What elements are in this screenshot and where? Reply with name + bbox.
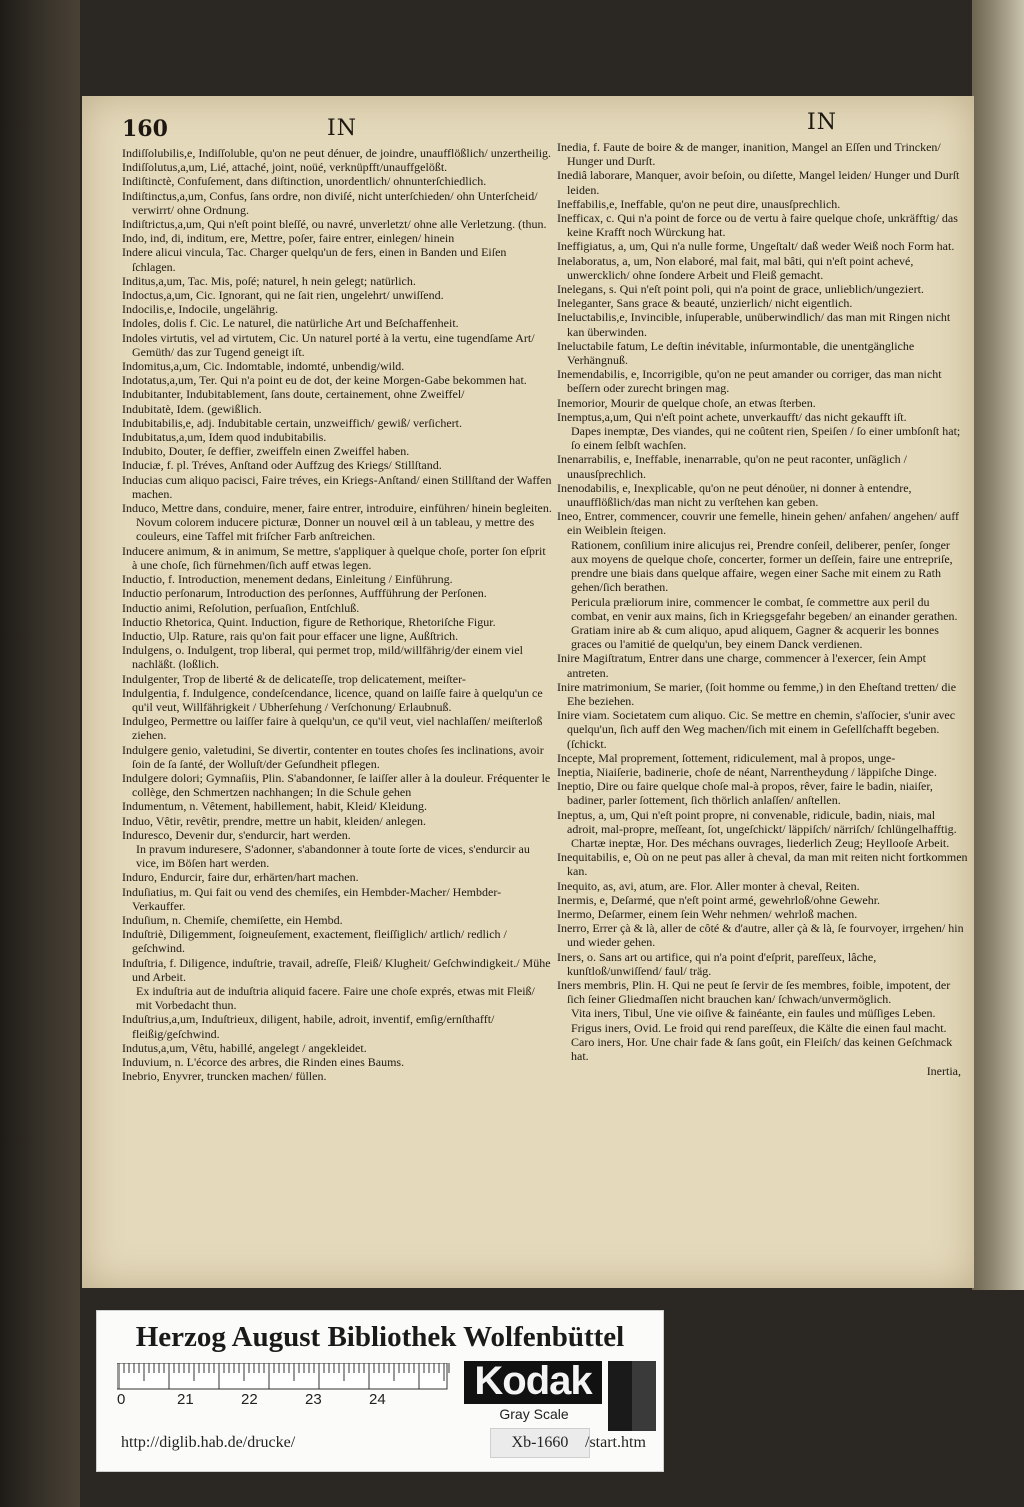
dictionary-entry: Indubitatè, Idem. (gewißlich. — [122, 401, 262, 416]
dictionary-entry: Iners, o. Sans art ou artifice, qui n'a point d'eſprit, pareſſeux, lâche, kunſtloß/unwiſſend/ faul/ träg. — [557, 949, 877, 978]
dictionary-entry: Induresco, Devenir dur, s'endurcir, hart werden. — [122, 827, 351, 842]
dictionary-entry: Inductio Rhetorica, Quint. Induction, figure de Rethorique, Rhetoriſche Figur. — [122, 614, 496, 629]
dictionary-entry: Inducias cum aliquo pacisci, Faire tréves, ein Kriegs-Anſtand/ einen Stillſtand der Waffen machen. — [122, 472, 552, 501]
dictionary-entry: Inediâ laborare, Manquer, avoir beſoin, ou diſette, Mangel leiden/ Hunger und Durſt leiden. — [557, 168, 960, 197]
dictionary-entry: Dapes inemptæ, Des viandes, qui ne coûtent rien, Speiſen / ſo einer umbſonſt hat; ſo einem ſelbſt wachſen. — [571, 424, 961, 453]
dictionary-entry: Indomitus,a,um, Cic. Indomtable, indomté, unbendig/wild. — [122, 359, 405, 374]
dictionary-entry: Inductio, f. Introduction, menement dedans, Einleitung / Einführung. — [122, 572, 453, 587]
dictionary-entry: Ex induſtria aut de induſtria aliquid facere. Faire une choſe exprés, etwas mit Fleiß/ mit Vorbedacht thun. — [136, 983, 535, 1013]
shelfmark: Xb-1660 — [511, 1434, 569, 1451]
dictionary-entry: Inefficax, c. Qui n'a point de force ou de vertu à faire quelque choſe, unkräfftig/ das keine Krafft noch Würckung hat. — [557, 211, 958, 240]
dictionary-entry: In pravum induresere, S'adonner, s'abandonner à toute ſorte de vices, s'endurcir au vice, im Böſen hart werden. — [136, 841, 530, 871]
dictionary-entry: Iners membris, Plin. H. Qui ne peut ſe ſervir de ſes membres, foible, impotent, der ſich ſeiner Gliedmaſſen nicht brauchen kan/ ſchwach/unvermöglich. — [557, 977, 951, 1007]
dictionary-entry: Inductio perſonarum, Introduction des perſonnes, Auffführung der Perſonen. — [122, 586, 487, 601]
left-entries — [122, 146, 552, 1083]
swatch-black — [608, 1361, 632, 1431]
dictionary-entry: Indulgentia, f. Indulgence, condeſcendance, licence, quand on laiſſe faire à quelqu'un ce qu'il veut, Willfährigkeit / Ubherſehung / Verſchonung/ Erlaubnuß. — [122, 685, 543, 714]
dictionary-entry: Inducere animum, & in animum, Se mettre, s'appliquer à quelque choſe, porter ſon eſprit à une choſe, ſich fürnehmen/ſich auff etwas legen. — [122, 543, 546, 572]
dictionary-entry: Ineluctabilis,e, Invincible, inſuperable, unüberwindlich/ das man mit Ringen nicht kan überwinden. — [557, 310, 951, 339]
dictionary-entry: Indulgere genio, valetudini, Se divertir, contenter en toutes choſes ſes inclinations, avoir ſoin de ſa ſanté, der Wolluſt/der Geſundheit pflegen. — [122, 742, 544, 771]
dictionary-entry: Induſtria, f. Diligence, induſtrie, travail, adreſſe, Fleiß/ Klugheit/ Geſchwindigkeit./ Mühe und Arbeit. — [122, 955, 551, 984]
dictionary-entry: Indubito, Douter, ſe deffier, zweiffeln einen Zweiffel haben. — [122, 444, 410, 459]
dictionary-entry: Induſium, n. Chemiſe, chemiſette, ein Hembd. — [122, 912, 343, 927]
dictionary-entry: Indo, ind, di, inditum, ere, Mettre, poſer, faire entrer, einlegen/ hinein — [122, 231, 455, 246]
page-number: 160 — [122, 116, 168, 142]
dictionary-entry: Indubitanter, Indubitablement, ſans doute, certainement, ohne Zweiffel/ — [122, 387, 465, 402]
dictionary-entry: Ineleganter, Sans grace & beauté, unzierlich/ nicht eigentlich. — [557, 296, 853, 311]
dictionary-entry: Pericula præliorum inire, commencer le combat, ſe commettre aux peril du combat, en venir aux mains, ſich in Kriegsgefahr begeben/ an einander gerathen. — [571, 594, 958, 623]
dictionary-entry: Inermo, Deſarmer, einem ſein Wehr nehmen/ wehrloß machen. — [557, 906, 858, 921]
section-heading-left: IN — [327, 116, 357, 141]
dictionary-entry: Incepte, Mal proprement, ſottement, ridiculement, mal à propos, unge- — [557, 750, 896, 765]
dictionary-entry: Caro iners, Hor. Une chair fade & ſans goût, ein Fleiſch/ das keinen Geſchmack hat. — [571, 1034, 953, 1063]
dictionary-entry: Inerro, Errer çà & là, aller de côté & d'autre, aller çà & là, ſe fourvoyer, irrgehen/ hin und wieder gehen. — [557, 921, 964, 950]
dictionary-entry: Inenodabilis, e, Inexplicable, qu'on ne peut dénoüer, ni donner à entendre, unaufflößlich/das man nicht zu verſtehen kan geben. — [557, 480, 912, 510]
library-url: http://diglib.hab.de/drucke/ — [121, 1434, 296, 1451]
dictionary-entry: Induſtriè, Diligemment, ſoigneuſement, exactement, fleiſſiglich/ artlich/ redlich / geſchwind. — [122, 927, 507, 956]
ruler-number-21: 21 — [177, 1391, 194, 1408]
dictionary-entry: Indutus,a,um, Vêtu, habillé, angelegt / angekleidet. — [122, 1040, 367, 1055]
dictionary-entry: Inelegans, s. Qui n'eſt point poli, qui n'a point de grace, unlieblich/ungeziert. — [557, 282, 924, 297]
start-path: /start.htm — [585, 1434, 646, 1451]
dictionary-entry: Inelaboratus, a, um, Non elaboré, mal fait, mal bâti, qui n'eſt point achevé, unwercklich/ ohne ſondere Arbeit und Fleiß gemacht. — [557, 253, 914, 282]
dictionary-entry: Inequitabilis, e, Où on ne peut pas aller à cheval, da man mit reiten nicht fortkommen kan. — [557, 850, 968, 879]
kodak-logo — [464, 1361, 602, 1404]
dictionary-entry: Indoles, dolis f. Cic. Le naturel, die natürliche Art und Beſchaffenheit. — [122, 316, 459, 331]
dictionary-entry: Indulgens, o. Indulgent, trop liberal, qui permet trop, mild/willfährig/der einem viel nachläßt. (loßlich. — [122, 643, 523, 672]
dictionary-entry: Indiſtrictus,a,um, Qui n'eſt point bleſſé, ou navré, unverletzt/ ohne alle Verletzung. (thun. — [122, 217, 547, 232]
dictionary-entry: Inemorior, Mourir de quelque choſe, an etwas ſterben. — [557, 395, 816, 410]
dictionary-entry: Inenarrabilis, e, Ineffable, inenarrable, qu'on ne peut raconter, unſäglich / unausſprechlich. — [557, 452, 907, 481]
dictionary-entry: Induro, Endurcir, faire dur, erhärten/hart machen. — [122, 870, 359, 885]
ruler-number-24: 24 — [369, 1391, 386, 1408]
library-color-card — [96, 1310, 664, 1472]
dictionary-entry: Inemendabilis, e, Incorrigible, qu'on ne peut amander ou corriger, das man nicht beſſern oder zurecht bringen mag. — [557, 367, 942, 396]
dictionary-entry: Inductio animi, Reſolution, perſuaſion, Entſchluß. — [122, 600, 360, 615]
shelfmark-box — [490, 1428, 590, 1458]
running-head-left — [122, 116, 552, 146]
dictionary-entry: Indoctus,a,um, Cic. Ignorant, qui ne ſait rien, ungelehrt/ unwiſſend. — [122, 288, 444, 303]
right-entries — [557, 140, 969, 1063]
dictionary-entry: Indocilis,e, Indocile, ungelährig. — [122, 302, 278, 317]
dictionary-entry: Induo, Vêtir, revêtir, prendre, mettre un habit, kleiden/ anlegen. — [122, 813, 427, 828]
dictionary-entry: Indulgeo, Permettre ou laiſſer faire à quelqu'un, ce qu'il veut, viel nachlaſſen/ meiſterloß ziehen. — [122, 714, 543, 743]
dictionary-entry: Chartæ ineptæ, Hor. Des méchans ouvrages, liederlich Zeug; Heyllooſe Arbeit. — [571, 835, 950, 850]
dictionary-entry: Inire matrimonium, Se marier, (ſoit homme ou femme,) in den Eheſtand tretten/ die Ehe beziehen. — [557, 679, 957, 708]
dictionary-entry: Inductio, Ulp. Rature, rais qu'on fait pour effacer une ligne, Außſtrich. — [122, 628, 459, 643]
section-heading-right: IN — [807, 110, 837, 135]
dictionary-entry: Novum colorem inducere picturæ, Donner un nouvel œil à un tableau, y mettre des couleurs, eine Taffel mit friſcher Farb anſtreichen. — [136, 515, 535, 544]
dictionary-entry: Induciæ, f. pl. Tréves, Anſtand oder Auffzug des Kriegs/ Stillſtand. — [122, 458, 442, 473]
dictionary-entry: Rationem, conſilium inire alicujus rei, Prendre conſeil, deliberer, penſer, ſonger aux moyens de quelque choſe, concerter, former un deſſein, faire une entrepriſe, prendre une biais dans quelque affaire, wegen einer Sache mit einem zu Rath gehen/ſich berathen. — [571, 537, 953, 595]
dictionary-entry: Inequito, as, avi, atum, are. Flor. Aller monter à cheval, Reiten. — [557, 878, 860, 893]
running-head-right — [557, 110, 969, 140]
dictionary-entry: Inditus,a,um, Tac. Mis, poſé; naturel, h nein gelegt; natürlich. — [122, 273, 416, 288]
dictionary-entry: Indiſtinctus,a,um, Confus, ſans ordre, non diviſé, nicht unterſchieden/ ohn Unterſcheid/ verwirrt/ ohne Ordnung. — [122, 188, 538, 217]
dictionary-page — [82, 96, 974, 1288]
dictionary-entry: Ineptia, Niaiſerie, badinerie, choſe de néant, Narrentheydung / läppiſche Dinge. — [557, 764, 937, 779]
dictionary-entry: Indiſſolubilis,e, Indiſſoluble, qu'on ne peut dénuer, de joindre, unaufflößlich/ unzertheilig. — [122, 146, 552, 160]
dictionary-entry: Inemptus,a,um, Qui n'eſt point achete, unverkaufft/ das nicht gekaufft iſt. — [557, 409, 907, 424]
dictionary-entry: Inermis, e, Deſarmé, que n'eſt point armé, gewehrloß/ohne Gewehr. — [557, 892, 881, 907]
ruler-number-0: 0 — [117, 1391, 126, 1408]
dictionary-entry: Indotatus,a,um, Ter. Qui n'a point eu de dot, der keine Morgen-Gabe bekommen hat. — [122, 373, 527, 388]
right-column — [557, 110, 969, 1079]
catchword: Inertia, — [926, 1064, 961, 1079]
dictionary-entry: Indubitabilis,e, adj. Indubitable certain, unzweiffich/ gewiß/ verſichert. — [122, 415, 462, 430]
ruler-number-22: 22 — [241, 1391, 258, 1408]
dictionary-entry: Ineluctabile fatum, Le deſtin inévitable, inſurmontable, die unentgängliche Verhängnuß. — [557, 338, 915, 368]
dictionary-entry: Ineffigiatus, a, um, Qui n'a nulle forme, Ungeſtalt/ daß weder Weiß noch Form hat. — [557, 239, 955, 254]
dictionary-entry: Induco, Mettre dans, conduire, mener, faire entrer, introduire, einführen/ hinein begleiten. — [122, 501, 552, 516]
left-column — [122, 116, 552, 1083]
dictionary-entry: Inedia, f. Faute de boire & de manger, inanition, Mangel an Eſſen und Trincken/ Hunger und Durſt. — [557, 140, 941, 169]
dictionary-entry: Vita iners, Tibul, Une vie oiſive & fainéante, ein faules und müſſiges Leben. — [571, 1006, 936, 1021]
ruler-ticks — [117, 1363, 457, 1391]
kodak-logo-text: Kodak — [474, 1359, 592, 1403]
dictionary-entry: Indiſtinctè, Confuſement, dans diſtinction, unordentlich/ ohnunterſchiedlich. — [122, 174, 487, 189]
ruler-number-23: 23 — [305, 1391, 322, 1408]
dictionary-entry: Ineptio, Dire ou faire quelque choſe mal-à propos, rêver, faire le badin, niaiſer, badiner, parler ſottement, ſich thörlich anlaſſen/ anſtellen. — [557, 779, 933, 808]
dictionary-entry: Ineffabilis,e, Ineffable, qu'on ne peut dire, unausſprechlich. — [557, 196, 841, 211]
scan-background-left — [0, 0, 80, 1507]
dictionary-entry: Inire Magiſtratum, Entrer dans une charge, commencer à l'exercer, ſein Ampt antreten. — [557, 651, 926, 680]
library-name: Herzog August Bibliothek Wolfenbüttel — [135, 1321, 625, 1353]
swatch-dark-gray — [632, 1361, 656, 1431]
dictionary-entry: Indulgenter, Trop de liberté & de delicateſſe, trop delicatement, meiſter- — [122, 671, 466, 686]
dictionary-entry: Inire viam. Societatem cum aliquo. Cic. Se mettre en chemin, s'aſſocier, s'unir avec quelqu'un, ſich auff den Weg machen/ſich mit einem in Geſellſchafft begeben. (ſchickt. — [557, 708, 956, 751]
dictionary-entry: Induſtrius,a,um, Induſtrieux, diligent, habile, adroit, inventif, emſig/ernſthafft/ fleißig/geſchwind. — [122, 1012, 495, 1041]
dictionary-entry: Indubitatus,a,um, Idem quod indubitabilis. — [122, 430, 327, 445]
dictionary-entry: Gratiam inire ab & cum aliquo, apud aliquem, Gagner & acquerir les bonnes graces ou l'amitié de quelqu'un, bey einem Danck verdienen. — [571, 622, 939, 652]
dictionary-entry: Inebrio, Enyvrer, truncken machen/ füllen. — [122, 1069, 327, 1084]
dictionary-entry: Indulgere dolori; Gymnaſiis, Plin. S'abandonner, ſe laiſſer aller à la douleur. Fréquenter le collège, den Schmertzen nachhangen; In die Schule gehen — [122, 770, 551, 800]
dictionary-entry: Induſiatius, m. Qui fait ou vend des chemiſes, ein Hembder-Macher/ Hembder-Verkauffer. — [122, 884, 502, 913]
dictionary-entry: Indere alicui vincula, Tac. Charger quelqu'un de fers, einen in Banden und Eiſen ſchlagen. — [122, 245, 507, 274]
measurement-ruler — [117, 1363, 457, 1403]
dictionary-entry: Indoles virtutis, vel ad virtutem, Cic. Un naturel porté à la vertu, eine tugendſame Art/ Gemüth/ das zur Tugend geneigt iſt. — [122, 330, 535, 359]
gray-scale-label: Gray Scale — [499, 1406, 569, 1422]
dictionary-entry: Induvium, n. L'écorce des arbres, die Rinden eines Baums. — [122, 1055, 405, 1069]
adjacent-page-edge — [972, 0, 1024, 1290]
dictionary-entry: Ineptus, a, um, Qui n'eſt point propre, ni convenable, ridicule, badin, niais, mal adroit, mal-propre, meſſeant, ſot, ungeſchickt/ läppiſch/ närriſch/ ſchlüngelhafftig. — [557, 807, 957, 836]
dictionary-entry: Ineo, Entrer, commencer, couvrir une femelle, hinein gehen/ anfahen/ angehen/ auff ein Weiblein ſteigen. — [557, 509, 959, 538]
dictionary-entry: Indiſſolutus,a,um, Lié, attaché, joint, noüé, verknüpfft/unauffgelößt. — [122, 160, 448, 175]
gray-swatches — [608, 1361, 656, 1431]
dictionary-entry: Frigus iners, Ovid. Le froid qui rend pareſſeux, die Kälte die einen faul macht. — [571, 1020, 947, 1035]
dictionary-entry: Indumentum, n. Vêtement, habillement, habit, Kleid/ Kleidung. — [122, 799, 428, 814]
